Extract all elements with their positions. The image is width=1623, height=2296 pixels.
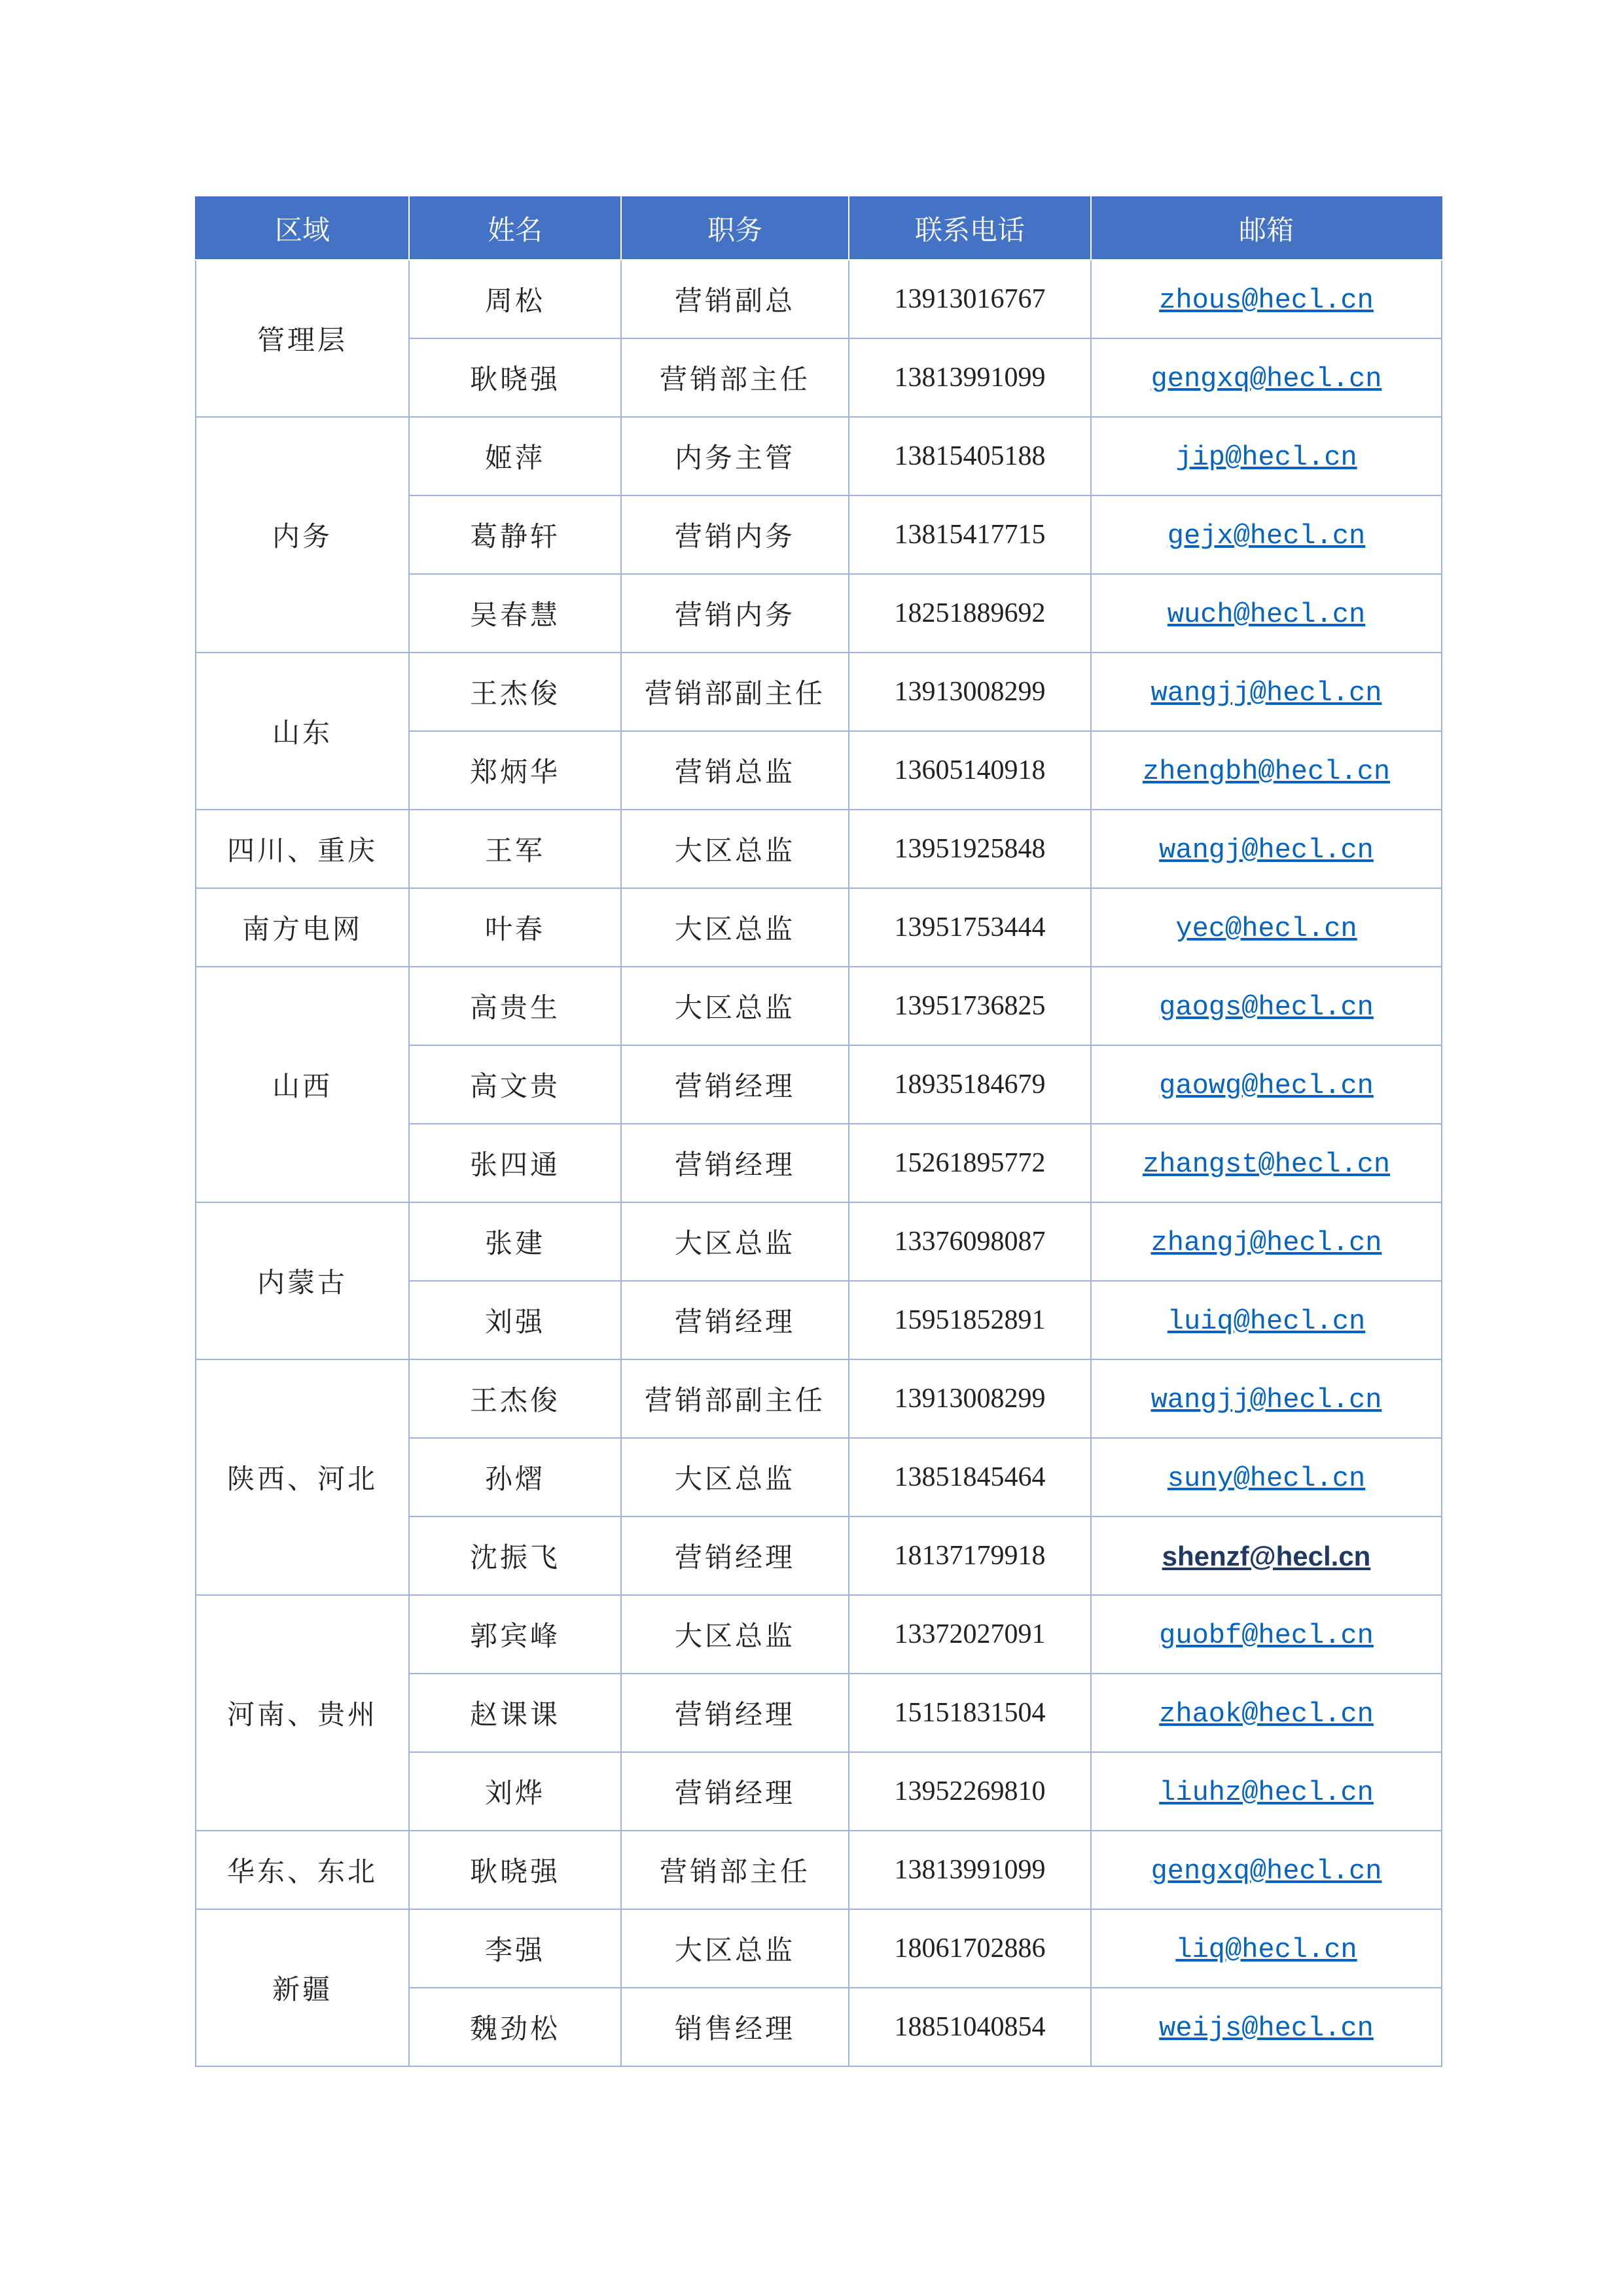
email-cell [1091,574,1442,653]
header-phone: 联系电话 [849,197,1091,260]
name-cell: 王军 [409,810,621,888]
contact-sheet [195,196,1441,2067]
email-cell [1091,888,1442,967]
title-cell: 营销内务 [621,495,849,574]
title-cell: 大区总监 [621,888,849,967]
email-link[interactable]: gaogs@hecl.cn [1159,992,1374,1023]
email-cell [1091,1831,1442,1909]
name-cell: 刘强 [409,1281,621,1359]
phone-cell: 13372027091 [849,1595,1091,1674]
title-cell: 营销部副主任 [621,1359,849,1438]
phone-cell: 13913016767 [849,260,1091,338]
email-cell [1091,1359,1442,1438]
email-cell [1091,1124,1442,1202]
phone-cell: 13605140918 [849,731,1091,810]
email-cell [1091,260,1442,338]
title-cell: 营销经理 [621,1124,849,1202]
title-cell: 营销总监 [621,731,849,810]
phone-cell: 18137179918 [849,1516,1091,1595]
email-link[interactable]: yec@hecl.cn [1175,913,1357,944]
title-cell: 营销部副主任 [621,653,849,731]
email-link[interactable]: shenzf@hecl.cn [1162,1540,1371,1571]
phone-cell: 15261895772 [849,1124,1091,1202]
email-link[interactable]: zhangst@hecl.cn [1142,1149,1391,1180]
region-cell: 内蒙古 [196,1202,409,1359]
region-cell: 陕西、河北 [196,1359,409,1595]
region-cell: 四川、重庆 [196,810,409,888]
phone-cell: 13951736825 [849,967,1091,1045]
title-cell: 营销经理 [621,1516,849,1595]
region-cell: 山东 [196,653,409,810]
email-link[interactable]: weijs@hecl.cn [1159,2013,1374,2044]
name-cell: 沈振飞 [409,1516,621,1595]
name-cell: 张建 [409,1202,621,1281]
phone-cell: 13951925848 [849,810,1091,888]
contact-table [195,196,1442,2067]
email-cell [1091,1674,1442,1752]
phone-cell: 13813991099 [849,1831,1091,1909]
email-cell [1091,1045,1442,1124]
email-cell [1091,731,1442,810]
title-cell: 大区总监 [621,1202,849,1281]
name-cell: 吴春慧 [409,574,621,653]
name-cell: 葛静轩 [409,495,621,574]
table-row [196,1202,1442,1281]
title-cell: 内务主管 [621,417,849,495]
name-cell: 郭宾峰 [409,1595,621,1674]
region-cell: 河南、贵州 [196,1595,409,1831]
title-cell: 大区总监 [621,1909,849,1988]
name-cell: 耿晓强 [409,1831,621,1909]
region-cell: 山西 [196,967,409,1202]
phone-cell: 13913008299 [849,1359,1091,1438]
email-link[interactable]: zhaok@hecl.cn [1159,1698,1374,1730]
title-cell: 营销副总 [621,260,849,338]
phone-cell: 13813991099 [849,338,1091,417]
phone-cell: 18251889692 [849,574,1091,653]
name-cell: 高文贵 [409,1045,621,1124]
name-cell: 李强 [409,1909,621,1988]
title-cell: 营销经理 [621,1281,849,1359]
table-row [196,1909,1442,1988]
email-link[interactable]: liuhz@hecl.cn [1159,1777,1374,1808]
region-cell: 新疆 [196,1909,409,2066]
phone-cell: 13851845464 [849,1438,1091,1516]
name-cell: 高贵生 [409,967,621,1045]
email-cell [1091,653,1442,731]
name-cell: 赵课课 [409,1674,621,1752]
email-link[interactable]: liq@hecl.cn [1175,1934,1357,1965]
table-row [196,653,1442,731]
title-cell: 大区总监 [621,810,849,888]
region-cell: 内务 [196,417,409,653]
email-cell [1091,1595,1442,1674]
header-email: 邮箱 [1091,197,1442,260]
email-link[interactable]: wangjj@hecl.cn [1150,677,1382,709]
email-cell [1091,810,1442,888]
table-row [196,417,1442,495]
name-cell: 张四通 [409,1124,621,1202]
email-link[interactable]: guobf@hecl.cn [1159,1620,1374,1651]
name-cell: 姬萍 [409,417,621,495]
title-cell: 销售经理 [621,1988,849,2066]
table-row [196,1359,1442,1438]
region-cell: 南方电网 [196,888,409,967]
title-cell: 营销部主任 [621,1831,849,1909]
name-cell: 魏劲松 [409,1988,621,2066]
name-cell: 郑炳华 [409,731,621,810]
email-link[interactable]: gejx@hecl.cn [1167,520,1366,552]
email-cell [1091,1909,1442,1988]
email-cell [1091,495,1442,574]
name-cell: 叶春 [409,888,621,967]
name-cell: 王杰俊 [409,653,621,731]
header-name: 姓名 [409,197,621,260]
region-cell: 华东、东北 [196,1831,409,1909]
email-cell [1091,1988,1442,2066]
phone-cell: 13951753444 [849,888,1091,967]
name-cell: 刘烨 [409,1752,621,1831]
header-region: 区域 [196,197,409,260]
email-cell [1091,338,1442,417]
email-link[interactable]: wuch@hecl.cn [1167,599,1366,630]
table-row [196,1831,1442,1909]
title-cell: 营销经理 [621,1045,849,1124]
name-cell: 孙熠 [409,1438,621,1516]
email-link[interactable]: gaowg@hecl.cn [1159,1070,1374,1102]
title-cell: 大区总监 [621,1438,849,1516]
title-cell: 营销经理 [621,1752,849,1831]
email-cell [1091,967,1442,1045]
table-row [196,967,1442,1045]
phone-cell: 18935184679 [849,1045,1091,1124]
phone-cell: 15951852891 [849,1281,1091,1359]
email-link[interactable]: zhous@hecl.cn [1159,285,1374,316]
email-link[interactable]: wangj@hecl.cn [1159,834,1374,866]
email-link[interactable]: gengxq@hecl.cn [1150,363,1382,395]
title-cell: 大区总监 [621,1595,849,1674]
phone-cell: 18851040854 [849,1988,1091,2066]
phone-cell: 13815405188 [849,417,1091,495]
email-cell [1091,1281,1442,1359]
phone-cell: 15151831504 [849,1674,1091,1752]
email-link[interactable]: gengxq@hecl.cn [1150,1856,1382,1887]
table-header-row [196,197,1442,260]
email-link[interactable]: zhengbh@hecl.cn [1142,756,1391,787]
name-cell: 耿晓强 [409,338,621,417]
email-cell [1091,1438,1442,1516]
phone-cell: 13952269810 [849,1752,1091,1831]
email-link[interactable]: suny@hecl.cn [1167,1463,1366,1494]
phone-cell: 13376098087 [849,1202,1091,1281]
phone-cell: 13815417715 [849,495,1091,574]
email-link[interactable]: jip@hecl.cn [1175,442,1357,473]
title-cell: 大区总监 [621,967,849,1045]
table-row [196,1595,1442,1674]
region-cell: 管理层 [196,260,409,417]
phone-cell: 18061702886 [849,1909,1091,1988]
title-cell: 营销经理 [621,1674,849,1752]
email-cell [1091,1516,1442,1595]
email-link[interactable]: wangjj@hecl.cn [1150,1384,1382,1416]
title-cell: 营销部主任 [621,338,849,417]
email-cell [1091,417,1442,495]
email-cell [1091,1202,1442,1281]
email-link[interactable]: luiq@hecl.cn [1167,1306,1366,1337]
table-row [196,888,1442,967]
name-cell: 周松 [409,260,621,338]
header-title: 职务 [621,197,849,260]
phone-cell: 13913008299 [849,653,1091,731]
table-row [196,810,1442,888]
title-cell: 营销内务 [621,574,849,653]
name-cell: 王杰俊 [409,1359,621,1438]
table-row [196,260,1442,338]
email-cell [1091,1752,1442,1831]
email-link[interactable]: zhangj@hecl.cn [1150,1227,1382,1259]
